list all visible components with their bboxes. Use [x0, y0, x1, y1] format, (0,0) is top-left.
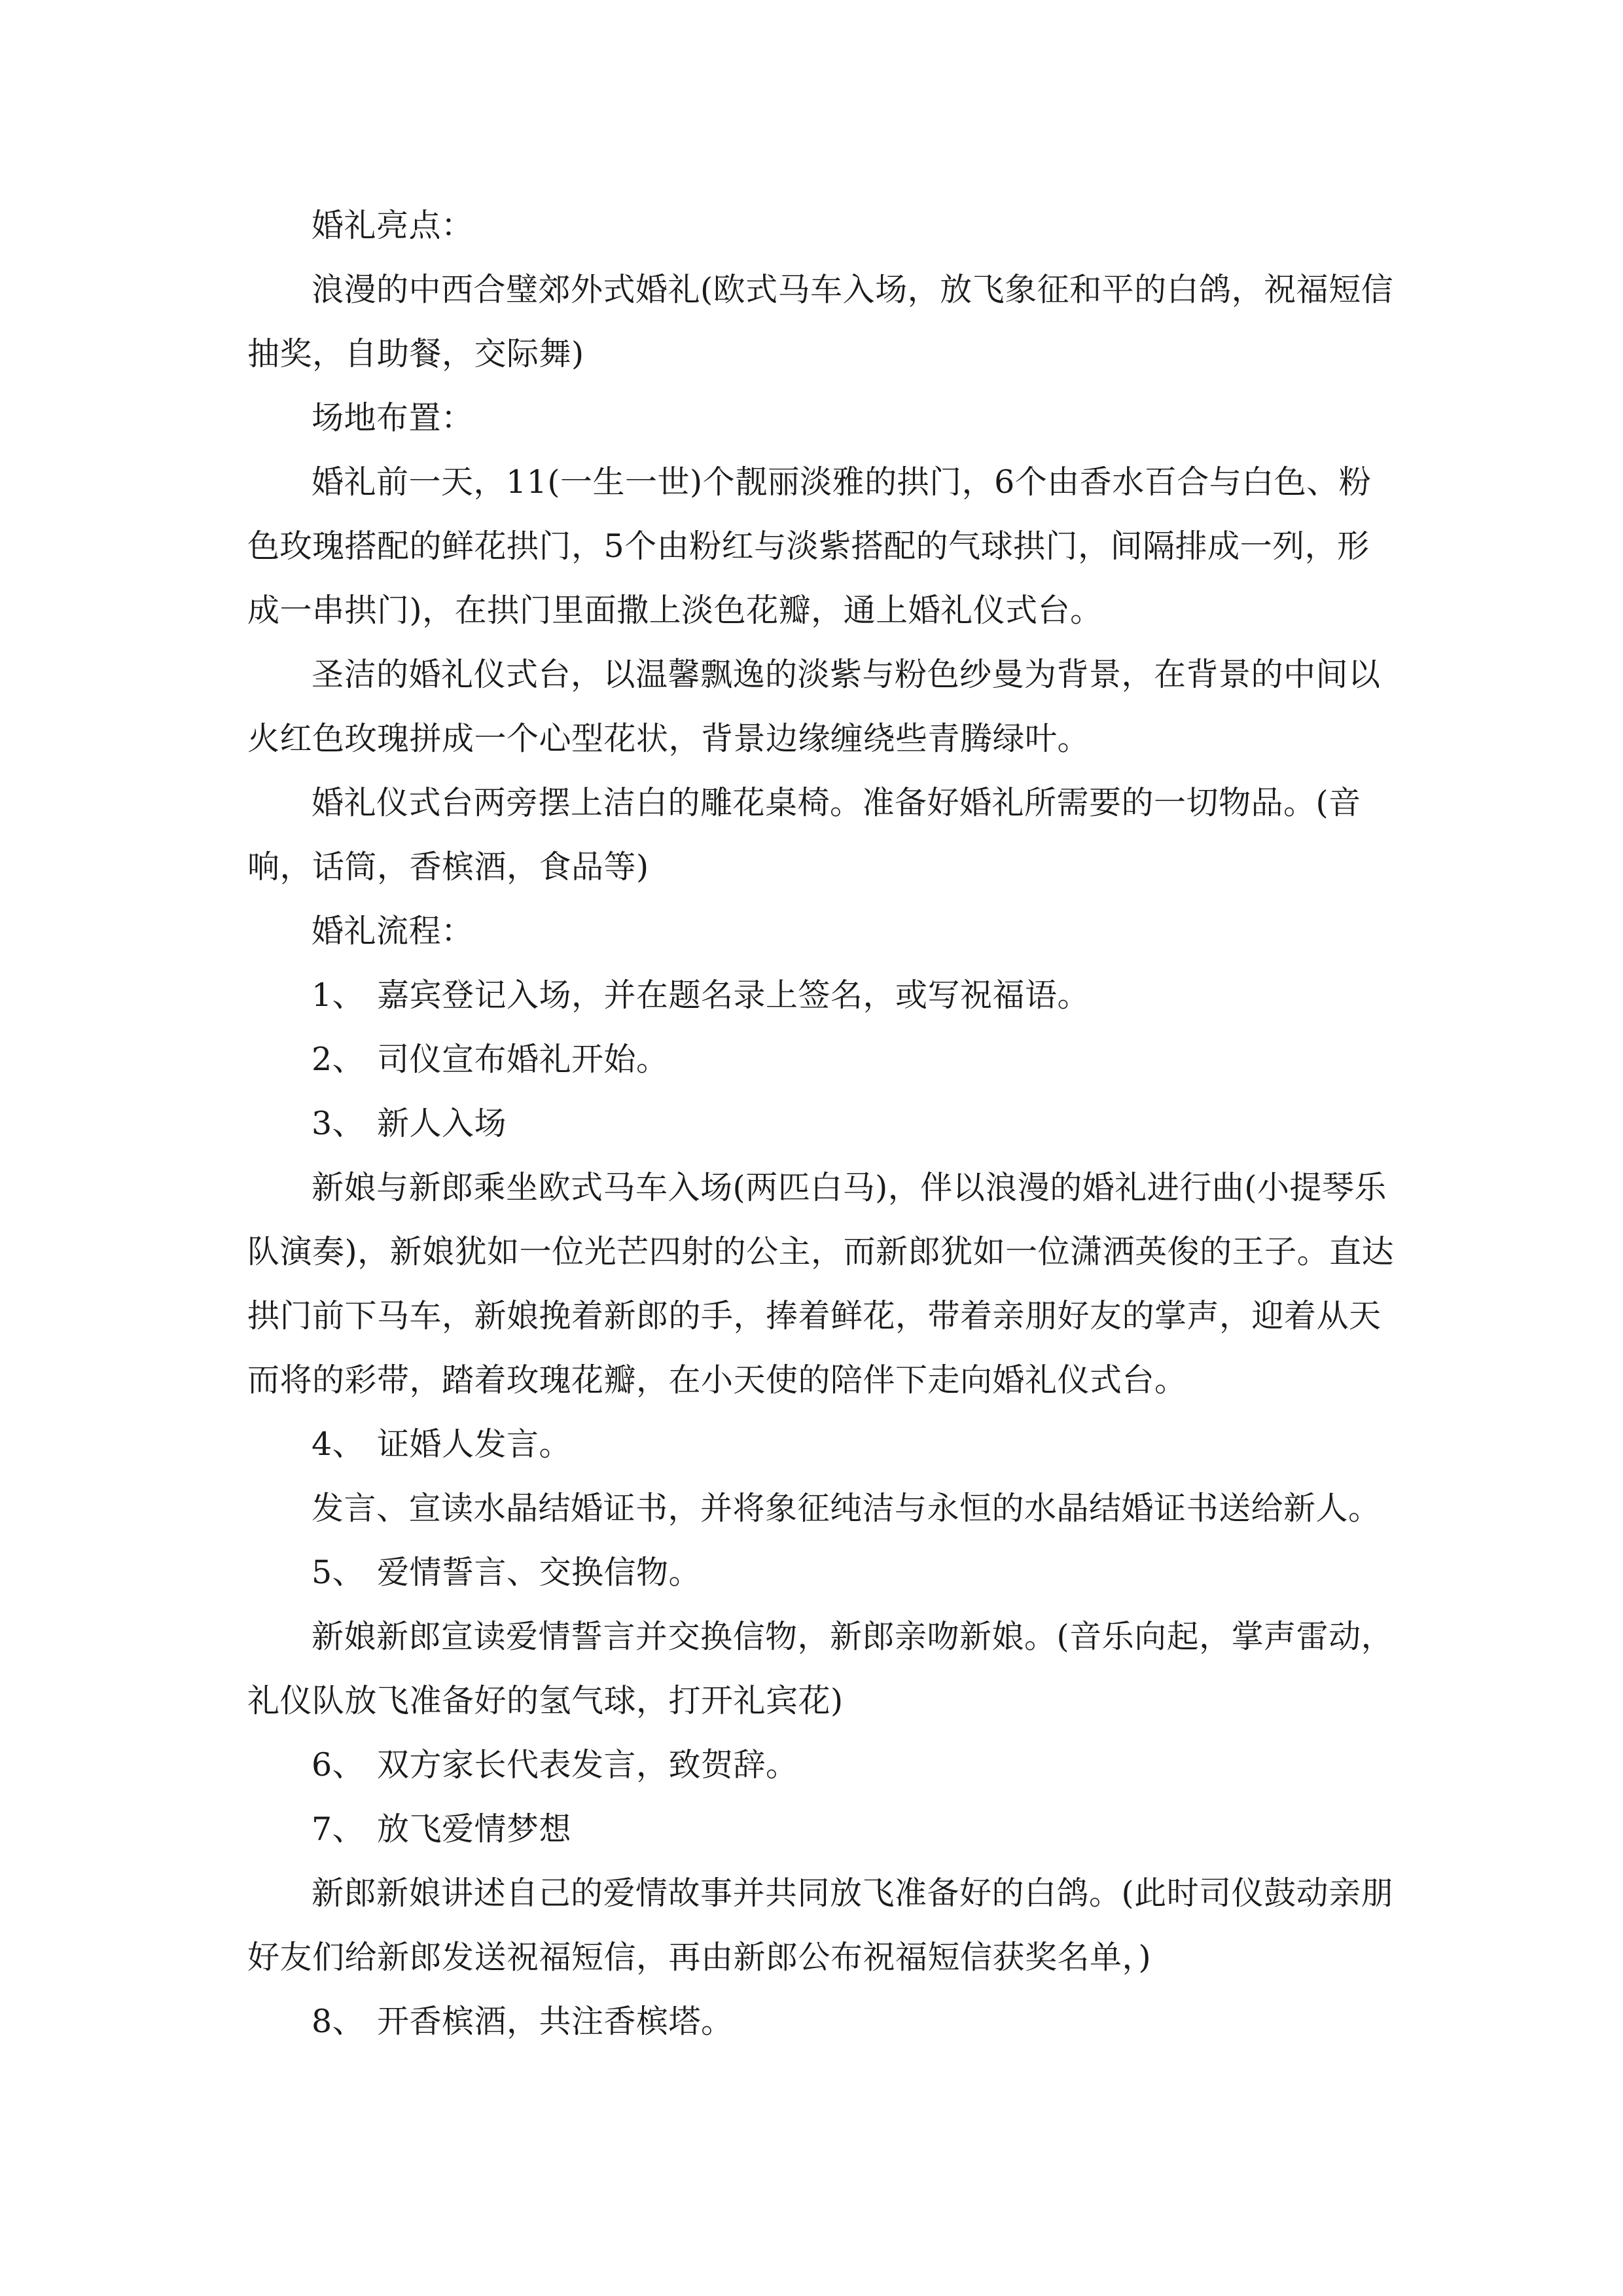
- step-number: 3、: [312, 1105, 365, 1142]
- step-8: [247, 1990, 1396, 2054]
- step-text: 爱情誓言、交换信物。: [377, 1554, 702, 1591]
- step-7: [247, 1797, 1396, 1861]
- step-7-detail: 新郎新娘讲述自己的爱情故事并共同放飞准备好的白鸽。(此时司仪鼓动亲朋好友们给新郎发送祝福短信，再由新郎公布祝福短信获奖名单，): [247, 1874, 1394, 1976]
- document-body: [247, 194, 1396, 2054]
- step-5: [247, 1541, 1396, 1605]
- step-number: 2、: [312, 1041, 365, 1078]
- step-text: 嘉宾登记入场，并在题名录上签名，或写祝福语。: [377, 977, 1090, 1014]
- step-text: 双方家长代表发言，致贺辞。: [377, 1746, 798, 1784]
- step-text: 放飞爱情梦想: [377, 1810, 572, 1848]
- step-text: 证婚人发言。: [377, 1426, 572, 1463]
- step-text: 开香槟酒，共注香槟塔。: [377, 2003, 734, 2040]
- step-number: 5、: [312, 1554, 365, 1591]
- step-text: 司仪宣布婚礼开始。: [377, 1041, 669, 1078]
- step-text: 新人入场: [377, 1105, 507, 1142]
- highlight-text: 浪漫的中西合璧郊外式婚礼(欧式马车入场，放飞象征和平的白鸽，祝福短信抽奖，自助餐，交际舞): [247, 271, 1394, 372]
- process-heading: 婚礼流程：: [312, 912, 474, 950]
- step-4: [247, 1412, 1396, 1477]
- step-3: [247, 1092, 1396, 1156]
- venue-paragraph-1: 婚礼前一天，11(一生一世)个靓丽淡雅的拱门，6个由香水百合与白色、粉色玫瑰搭配的鲜花拱门，5个由粉红与淡紫搭配的气球拱门，间隔排成一列，形成一串拱门)，在拱门里面撒上淡色花瓣，通上婚礼仪式台。: [247, 463, 1372, 629]
- step-number: 8、: [312, 2003, 365, 2040]
- step-number: 7、: [312, 1810, 365, 1848]
- step-3-detail: 新娘与新郎乘坐欧式马车入场(两匹白马)，伴以浪漫的婚礼进行曲(小提琴乐队演奏)，新娘犹如一位光芒四射的公主，而新郎犹如一位潇洒英俊的王子。直达拱门前下马车，新娘挽着新郎的手，捧着鲜花，带着亲朋好友的掌声，迎着从天而将的彩带，踏着玫瑰花瓣，在小天使的陪伴下走向婚礼仪式台。: [247, 1169, 1395, 1399]
- step-2: [247, 1028, 1396, 1092]
- step-5-detail: 新娘新郎宣读爱情誓言并交换信物，新郎亲吻新娘。(音乐向起，掌声雷动，礼仪队放飞准备好的氢气球，打开礼宾花): [247, 1618, 1394, 1719]
- step-number: 4、: [312, 1426, 365, 1463]
- step-number: 1、: [312, 977, 365, 1014]
- step-number: 6、: [312, 1746, 365, 1784]
- venue-heading: 场地布置：: [312, 399, 474, 437]
- venue-paragraph-2: 圣洁的婚礼仪式台，以温馨飘逸的淡紫与粉色纱曼为背景，在背景的中间以火红色玫瑰拼成一个心型花状，背景边缘缠绕些青腾绿叶。: [247, 656, 1381, 757]
- step-4-detail: 发言、宣读水晶结婚证书，并将象征纯洁与永恒的水晶结婚证书送给新人。: [312, 1490, 1381, 1527]
- venue-paragraph-3: 婚礼仪式台两旁摆上洁白的雕花桌椅。准备好婚礼所需要的一切物品。(音响，话筒，香槟酒，食品等): [247, 784, 1361, 886]
- step-1: [247, 963, 1396, 1028]
- highlight-heading: 婚礼亮点：: [312, 207, 474, 244]
- step-6: [247, 1733, 1396, 1797]
